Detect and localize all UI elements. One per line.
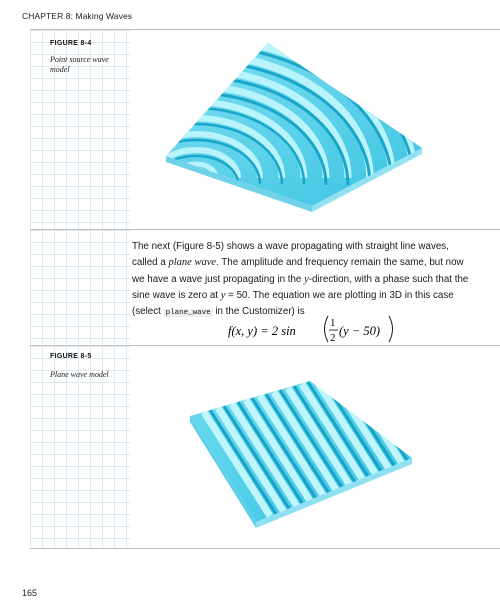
figure-caption: Plane wave model bbox=[50, 370, 109, 379]
paragraph-text: in the Customizer) is bbox=[212, 306, 305, 318]
margin-grid bbox=[30, 230, 130, 344]
equation-denominator: 2 bbox=[330, 332, 336, 344]
figure-caption: Point source wave model bbox=[50, 55, 109, 74]
paragraph-emphasis: plane wave bbox=[168, 257, 217, 269]
paragraph-emphasis: y bbox=[304, 273, 309, 285]
equation-paren-right bbox=[389, 316, 393, 342]
equation-argument: (y − 50) bbox=[339, 324, 381, 338]
page-number: 165 bbox=[22, 588, 38, 598]
paragraph-text: . The amplitude and frequency remain the same, but now we have a wave just propagating in the bbox=[132, 257, 464, 285]
plane-wave-image bbox=[180, 376, 420, 536]
equation-numerator: 1 bbox=[330, 317, 336, 329]
paragraph-text: = 50. The equation we are plotting in 3D in this case (select bbox=[132, 289, 454, 318]
running-head: CHAPTER 8: Making Waves bbox=[22, 11, 133, 21]
point-source-wave-image bbox=[150, 38, 440, 218]
equation bbox=[180, 310, 440, 348]
equation-lhs: f(x, y) = 2 sin bbox=[228, 324, 296, 338]
figure-label: FIGURE 8-5 bbox=[50, 353, 92, 360]
equation-paren-left bbox=[325, 316, 329, 342]
inline-code: plane_wave bbox=[165, 309, 211, 318]
paragraph-emphasis: y bbox=[220, 289, 226, 301]
section-rule bbox=[30, 548, 500, 549]
paragraph-text: The next (Figure 8-5) shows a wave propagating with straight line waves, called a bbox=[132, 241, 449, 269]
figure-label: FIGURE 8-4 bbox=[50, 40, 92, 47]
paragraph-text: -direction, with a phase such that the sine wave is zero at bbox=[132, 273, 469, 301]
